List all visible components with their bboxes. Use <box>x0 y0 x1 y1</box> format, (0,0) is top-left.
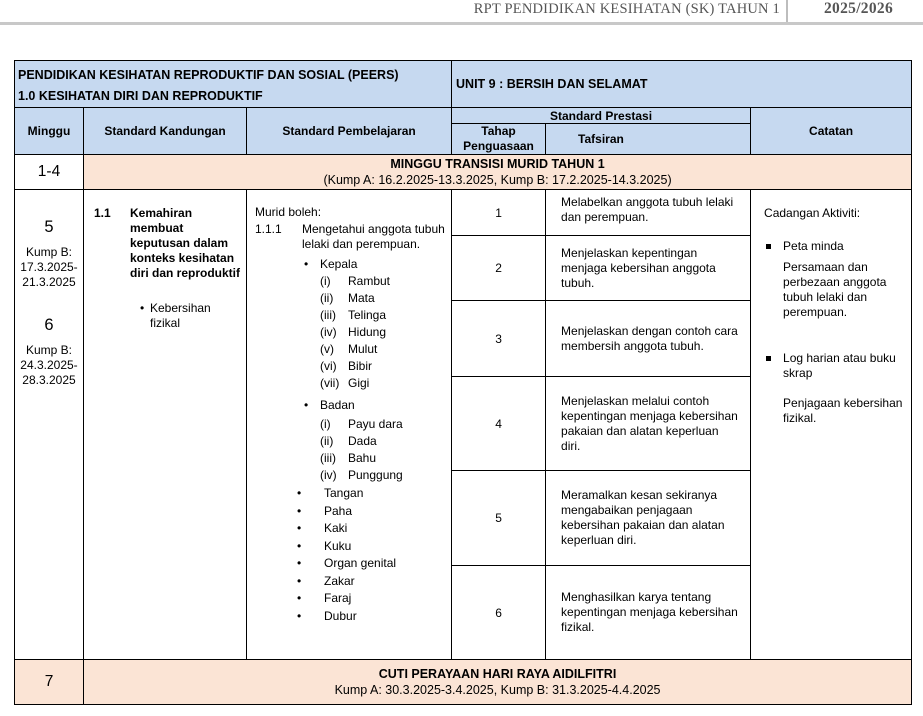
tahap-3: 3 <box>452 301 546 377</box>
tafsiran-3: Menjelaskan dengan contoh cara membersih anggota tubuh. <box>546 301 751 377</box>
catatan-title: Cadangan Aktiviti: <box>764 206 861 220</box>
list-item: • Kuku <box>255 538 449 556</box>
list-item <box>255 324 449 341</box>
catatan-item-log-harian: Log harian atau buku skrap <box>764 351 907 381</box>
header-separator <box>786 0 788 24</box>
header-standard-kandungan: Standard Kandungan <box>84 108 247 155</box>
unit-title: UNIT 9 : BERSIH DAN SELAMAT <box>452 61 912 108</box>
item-text: Payu dara <box>348 417 403 431</box>
list-item <box>255 433 449 450</box>
header-standard-pembelajaran: Standard Pembelajaran <box>247 108 452 155</box>
item-num: (i) <box>320 417 331 431</box>
week-5-dates-end: 21.3.2025 <box>22 275 76 289</box>
tafsiran-4: Menjelaskan melalui contoh kepentingan menjaga kebersihan pakaian dan alatan keperluan diri. <box>546 377 751 471</box>
week-7: 7 <box>15 660 84 705</box>
catatan-cell <box>751 190 912 660</box>
sk-bullet-kebersihan: • Kebersihan fizikal <box>140 301 244 331</box>
item-text: Bahu <box>348 451 377 465</box>
list-item <box>255 450 449 467</box>
transisi-row <box>84 155 912 190</box>
item-num: (iii) <box>320 308 336 322</box>
list-item <box>255 416 449 433</box>
tahap-4: 4 <box>452 377 546 471</box>
sk-title: Kemahiran membuat keputusan dalam konteks kesihatan diri dan reproduktif <box>130 206 241 280</box>
item-text: Telinga <box>348 308 387 322</box>
item-text: Mata <box>348 291 375 305</box>
week-6: 6 <box>44 316 54 334</box>
list-item <box>255 341 449 358</box>
tahap-5: 5 <box>452 471 546 566</box>
week-5-dates-start: 17.3.2025- <box>20 260 78 274</box>
badan-group <box>255 397 449 484</box>
sk-bullets <box>140 301 244 331</box>
cuti-row <box>84 660 912 705</box>
item-text: Punggung <box>348 468 403 482</box>
list-item: • Zakar <box>255 573 449 591</box>
list-item: • Paha <box>255 503 449 521</box>
item-num: (iv) <box>320 468 337 482</box>
item-num: (v) <box>320 342 334 356</box>
item-num: (iii) <box>320 451 336 465</box>
tahap-2: 2 <box>452 236 546 301</box>
list-item <box>255 290 449 307</box>
week-6-dates-end: 28.3.2025 <box>22 373 76 387</box>
header-rule <box>0 22 923 25</box>
other-body-parts <box>255 485 449 625</box>
item-text: Rambut <box>348 274 391 288</box>
item-text: Gigi <box>348 376 370 390</box>
catatan-item-log-harian-desc: Penjagaan kebersihan fizikal. <box>783 396 903 425</box>
list-item <box>255 375 449 392</box>
tahap-6: 6 <box>452 566 546 660</box>
module-title-cell <box>15 61 452 108</box>
header-standard-prestasi: Standard Prestasi <box>452 108 751 124</box>
tafsiran-6: Menghasilkan karya tentang kepentingan menjaga kebersihan fizikal. <box>546 566 751 660</box>
transisi-title: MINGGU TRANSISI MURID TAHUN 1 <box>390 157 605 171</box>
week-6-kump-label: Kump B: <box>25 343 73 357</box>
list-item <box>255 307 449 324</box>
kepala-group <box>255 256 449 392</box>
list-item: • Tangan <box>255 485 449 503</box>
item-text: Mulut <box>348 342 378 356</box>
item-num: (ii) <box>320 291 334 305</box>
item-text: Dada <box>348 434 377 448</box>
standard-kandungan-cell <box>84 190 247 660</box>
transisi-dates: (Kump A: 16.2.2025-13.3.2025, Kump B: 17.2.2025-14.3.2025) <box>323 173 672 187</box>
list-item: • Kaki <box>255 520 449 538</box>
rpt-table <box>14 60 912 705</box>
catatan-item-peta-minda-desc: Persamaan dan perbezaan anggota tubuh lelaki dan perempuan. <box>783 260 887 319</box>
tafsiran-1: Melabelkan anggota tubuh lelaki dan perempuan. <box>546 190 751 236</box>
badan-label: • Badan <box>255 397 449 414</box>
tafsiran-5: Meramalkan kesan sekiranya mengabaikan penjagaan kebersihan pakaian dan alatan keperluan diri. <box>546 471 751 566</box>
list-item: • Organ genital <box>255 555 449 573</box>
item-num: (ii) <box>320 434 334 448</box>
topic-title: 1.0 KESIHATAN DIRI DAN REPRODUKTIF <box>18 89 263 103</box>
list-item <box>255 467 449 484</box>
header-tafsiran: Tafsiran <box>546 124 751 155</box>
item-num: (vi) <box>320 359 337 373</box>
sp-intro: Murid boleh: <box>255 205 322 219</box>
item-num: (iv) <box>320 325 337 339</box>
tafsiran-2: Menjelaskan kepentingan menjaga kebersihan anggota tubuh. <box>546 236 751 301</box>
cuti-dates: Kump A: 30.3.2025-3.4.2025, Kump B: 31.3.2025-4.4.2025 <box>334 683 661 697</box>
cuti-title: CUTI PERAYAAN HARI RAYA AIDILFITRI <box>378 667 617 681</box>
module-title: PENDIDIKAN KESIHATAN REPRODUKTIF DAN SOSIAL (PEERS) <box>18 68 399 82</box>
tahap-1: 1 <box>452 190 546 236</box>
week-5-kump-label: Kump B: <box>25 245 73 259</box>
list-item <box>255 273 449 290</box>
item-num: (i) <box>320 274 331 288</box>
week-5: 5 <box>44 218 54 236</box>
kepala-label: • Kepala <box>255 256 449 273</box>
sk-number: 1.1 <box>94 206 111 220</box>
sp-code: 1.1.1 <box>255 222 282 236</box>
header-minggu: Minggu <box>15 108 84 155</box>
list-item <box>255 358 449 375</box>
academic-year: 2025/2026 <box>824 0 894 17</box>
weeks-5-6 <box>15 190 84 660</box>
catatan-item-peta-minda: Peta minda <box>764 239 907 254</box>
standard-pembelajaran-cell <box>247 190 452 660</box>
list-item: • Faraj <box>255 590 449 608</box>
document-title: RPT PENDIDIKAN KESIHATAN (SK) TAHUN 1 <box>473 1 780 17</box>
header-tahap-penguasaan: Tahap Penguasaan <box>452 124 546 155</box>
sp-description: Mengetahui anggota tubuh lelaki dan perempuan. <box>302 222 445 251</box>
item-text: Bibir <box>348 359 373 373</box>
page-header <box>0 0 923 26</box>
item-num: (vii) <box>320 376 340 390</box>
item-text: Hidung <box>348 325 387 339</box>
week-1-4: 1-4 <box>15 155 84 190</box>
list-item: • Dubur <box>255 608 449 626</box>
week-6-dates-start: 24.3.2025- <box>20 358 78 372</box>
header-catatan: Catatan <box>751 108 912 155</box>
